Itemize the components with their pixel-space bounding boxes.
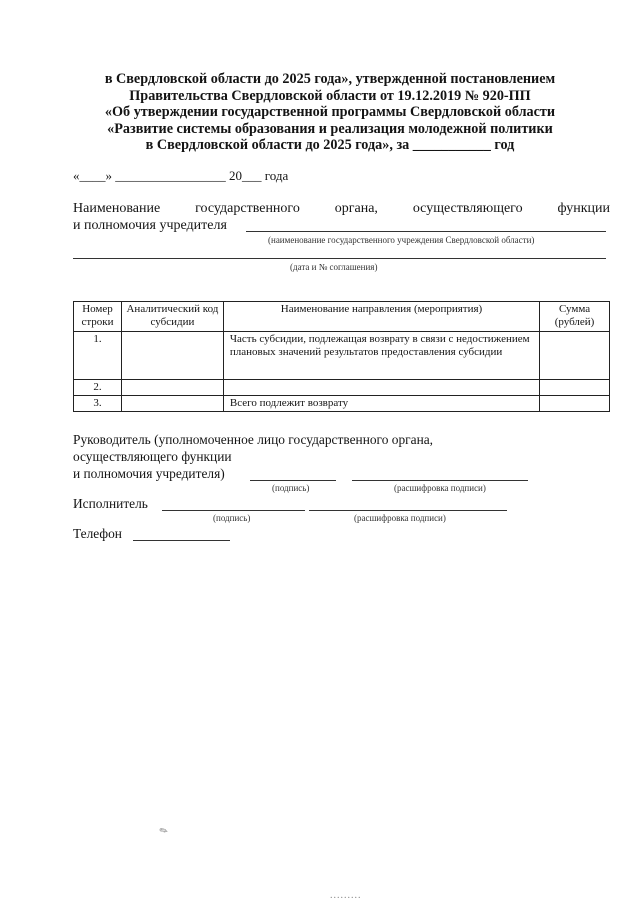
title-line: «Развитие системы образования и реализация молодежной политики [107, 120, 553, 137]
sum-cell[interactable] [540, 396, 610, 412]
scan-mark: ......... [330, 890, 362, 901]
head-signature-caption: (подпись) [272, 483, 310, 493]
executor-signature-caption: (подпись) [213, 513, 251, 523]
analytic-code-cell[interactable] [121, 396, 223, 412]
col-header-direction: Наименование направления (мероприятия) [223, 302, 539, 332]
executor-signature-field[interactable] [162, 497, 305, 511]
title-line: «Об утверждении государственной программы Свердловской области [104, 104, 556, 121]
direction-cell: Часть субсидии, подлежащая возврату в связи с недостижением плановых значений результатов предоставления субсидии [223, 332, 539, 380]
executor-label: Исполнитель [73, 496, 148, 511]
head-decoding-field[interactable] [352, 467, 528, 481]
sum-cell[interactable] [540, 380, 610, 396]
phone-label: Телефон [73, 526, 122, 541]
organ-label-line2: и полномочия учредителя [73, 218, 227, 233]
head-label-line2: осуществляющего функции [73, 449, 232, 464]
report-date-field[interactable]: «____» _________________ 20___ года [73, 168, 289, 183]
head-decoding-caption: (расшифровка подписи) [394, 483, 486, 493]
table-row [74, 380, 610, 396]
organ-label-line1: Наименование государственного органа, осуществляющего функции [73, 201, 610, 216]
head-label-line3: и полномочия учредителя) [73, 466, 225, 481]
table-row [74, 332, 610, 380]
direction-cell: Всего подлежит возврату [223, 396, 539, 412]
document-title [60, 71, 600, 154]
col-header-row-number: Номер строки [74, 302, 122, 332]
row-number-cell: 1. [74, 332, 122, 380]
analytic-code-cell[interactable] [121, 380, 223, 396]
row-number-cell: 2. [74, 380, 122, 396]
analytic-code-cell[interactable] [121, 332, 223, 380]
table-header-row [74, 302, 610, 332]
col-header-analytic-code: Аналитический код субсидии [121, 302, 223, 332]
phone-field[interactable] [133, 527, 230, 541]
agreement-field[interactable] [73, 248, 606, 259]
executor-decoding-caption: (расшифровка подписи) [354, 513, 446, 523]
title-line: в Свердловской области до 2025 года», утвержденной постановлением [104, 71, 556, 87]
refund-table [73, 301, 610, 412]
table-row [74, 396, 610, 412]
direction-cell[interactable] [223, 380, 539, 396]
sum-cell[interactable] [540, 332, 610, 380]
head-label-line1: Руководитель (уполномоченное лицо государственного органа, [73, 432, 434, 447]
row-number-cell: 3. [74, 396, 122, 412]
head-signature-field[interactable] [250, 467, 336, 481]
scan-mark: ✎ [157, 824, 171, 839]
institution-caption: (наименование государственного учреждения Свердловской области) [268, 235, 535, 245]
agreement-caption: (дата и № соглашения) [290, 262, 378, 272]
col-header-sum: Сумма (рублей) [540, 302, 610, 332]
executor-decoding-field[interactable] [309, 497, 507, 511]
title-line: Правительства Свердловской области от 19.12.2019 № 920-ПП [129, 87, 531, 104]
title-line: в Свердловской области до 2025 года», за ___________ год [145, 137, 515, 154]
organ-name-field[interactable] [246, 218, 606, 232]
